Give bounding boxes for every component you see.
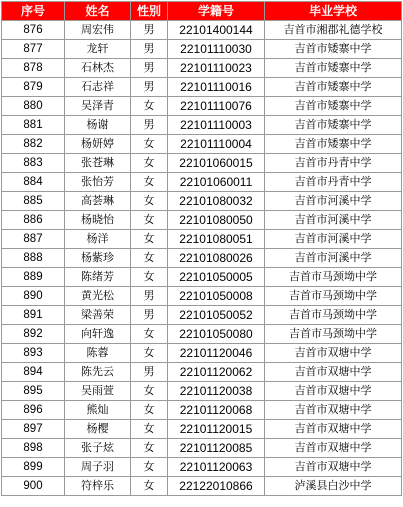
- cell-name: 杨妍婷: [65, 135, 131, 154]
- table-row: [2, 97, 402, 116]
- cell-gender: 男: [131, 116, 168, 135]
- cell-school: 吉首市马颈坳中学: [265, 287, 402, 306]
- cell-school: 吉首市马颈坳中学: [265, 306, 402, 325]
- cell-gender: 男: [131, 59, 168, 78]
- cell-student-id: 22101050052: [168, 306, 265, 325]
- cell-student-id: 22101060011: [168, 173, 265, 192]
- cell-serial-number: 888: [2, 249, 65, 268]
- cell-name: 梁善荣: [65, 306, 131, 325]
- student-table: [1, 1, 402, 496]
- cell-student-id: 22101120063: [168, 458, 265, 477]
- table-row: [2, 40, 402, 59]
- cell-serial-number: 877: [2, 40, 65, 59]
- cell-gender: 女: [131, 230, 168, 249]
- cell-gender: 女: [131, 173, 168, 192]
- cell-serial-number: 882: [2, 135, 65, 154]
- cell-school: 吉首市双塘中学: [265, 363, 402, 382]
- table-row: [2, 116, 402, 135]
- table-row: [2, 192, 402, 211]
- cell-gender: 女: [131, 211, 168, 230]
- cell-serial-number: 896: [2, 401, 65, 420]
- cell-gender: 男: [131, 40, 168, 59]
- cell-name: 石志祥: [65, 78, 131, 97]
- cell-name: 陈绪芳: [65, 268, 131, 287]
- cell-school: 吉首市双塘中学: [265, 344, 402, 363]
- cell-serial-number: 887: [2, 230, 65, 249]
- table-row: [2, 78, 402, 97]
- header-student-id: 学籍号: [168, 2, 265, 21]
- cell-school: 吉首市河溪中学: [265, 211, 402, 230]
- cell-serial-number: 893: [2, 344, 65, 363]
- cell-gender: 女: [131, 344, 168, 363]
- cell-name: 杨谢: [65, 116, 131, 135]
- cell-school: 吉首市丹青中学: [265, 154, 402, 173]
- cell-gender: 男: [131, 78, 168, 97]
- cell-name: 黄光松: [65, 287, 131, 306]
- cell-name: 张子炫: [65, 439, 131, 458]
- cell-serial-number: 892: [2, 325, 65, 344]
- cell-student-id: 22101050080: [168, 325, 265, 344]
- table-row: [2, 287, 402, 306]
- cell-name: 杨樱: [65, 420, 131, 439]
- table-row: [2, 458, 402, 477]
- cell-school: 吉首市矮寨中学: [265, 116, 402, 135]
- cell-name: 向轩逸: [65, 325, 131, 344]
- cell-gender: 女: [131, 268, 168, 287]
- cell-name: 龙轩: [65, 40, 131, 59]
- header-name: 姓名: [65, 2, 131, 21]
- cell-name: 陈先云: [65, 363, 131, 382]
- cell-name: 张怡芳: [65, 173, 131, 192]
- cell-name: 熊灿: [65, 401, 131, 420]
- cell-gender: 女: [131, 154, 168, 173]
- cell-serial-number: 890: [2, 287, 65, 306]
- cell-student-id: 22101110023: [168, 59, 265, 78]
- cell-school: 吉首市马颈坳中学: [265, 325, 402, 344]
- table-row: [2, 230, 402, 249]
- cell-school: 吉首市河溪中学: [265, 249, 402, 268]
- cell-name: 符梓乐: [65, 477, 131, 496]
- cell-student-id: 22101080026: [168, 249, 265, 268]
- cell-serial-number: 899: [2, 458, 65, 477]
- cell-name: 吴泽青: [65, 97, 131, 116]
- cell-student-id: 22101110016: [168, 78, 265, 97]
- cell-gender: 男: [131, 287, 168, 306]
- cell-name: 高荟琳: [65, 192, 131, 211]
- table-row: [2, 211, 402, 230]
- cell-serial-number: 897: [2, 420, 65, 439]
- table-row: [2, 268, 402, 287]
- table-row: [2, 401, 402, 420]
- cell-student-id: 22101060015: [168, 154, 265, 173]
- table-row: [2, 306, 402, 325]
- cell-serial-number: 878: [2, 59, 65, 78]
- cell-school: 吉首市矮寨中学: [265, 97, 402, 116]
- cell-student-id: 22101110030: [168, 40, 265, 59]
- cell-school: 泸溪县白沙中学: [265, 477, 402, 496]
- cell-gender: 女: [131, 458, 168, 477]
- header-gender: 性别: [131, 2, 168, 21]
- cell-gender: 男: [131, 21, 168, 40]
- cell-serial-number: 881: [2, 116, 65, 135]
- cell-school: 吉首市双塘中学: [265, 382, 402, 401]
- cell-name: 石林杰: [65, 59, 131, 78]
- cell-gender: 男: [131, 363, 168, 382]
- cell-serial-number: 885: [2, 192, 65, 211]
- table-row: [2, 382, 402, 401]
- cell-gender: 男: [131, 306, 168, 325]
- cell-gender: 女: [131, 97, 168, 116]
- cell-student-id: 22101110004: [168, 135, 265, 154]
- cell-student-id: 22101120038: [168, 382, 265, 401]
- cell-gender: 女: [131, 420, 168, 439]
- cell-school: 吉首市双塘中学: [265, 420, 402, 439]
- table-row: [2, 439, 402, 458]
- cell-school: 吉首市马颈坳中学: [265, 268, 402, 287]
- table-row: [2, 249, 402, 268]
- cell-name: 周宏伟: [65, 21, 131, 40]
- cell-student-id: 22101400144: [168, 21, 265, 40]
- cell-serial-number: 879: [2, 78, 65, 97]
- cell-serial-number: 889: [2, 268, 65, 287]
- table-row: [2, 154, 402, 173]
- cell-name: 吴雨萱: [65, 382, 131, 401]
- cell-school: 吉首市双塘中学: [265, 439, 402, 458]
- cell-school: 吉首市河溪中学: [265, 230, 402, 249]
- cell-school: 吉首市矮寨中学: [265, 78, 402, 97]
- cell-name: 杨紫珍: [65, 249, 131, 268]
- cell-student-id: 22101080032: [168, 192, 265, 211]
- table-row: [2, 344, 402, 363]
- cell-gender: 女: [131, 249, 168, 268]
- table-row: [2, 363, 402, 382]
- cell-name: 杨洋: [65, 230, 131, 249]
- cell-student-id: 22101050005: [168, 268, 265, 287]
- cell-name: 陈蓉: [65, 344, 131, 363]
- table-row: [2, 173, 402, 192]
- header-row: [2, 2, 402, 21]
- cell-serial-number: 894: [2, 363, 65, 382]
- cell-serial-number: 891: [2, 306, 65, 325]
- cell-gender: 女: [131, 325, 168, 344]
- table-body: [2, 21, 402, 496]
- cell-school: 吉首市矮寨中学: [265, 59, 402, 78]
- cell-school: 吉首市矮寨中学: [265, 40, 402, 59]
- cell-serial-number: 883: [2, 154, 65, 173]
- cell-student-id: 22122010866: [168, 477, 265, 496]
- cell-student-id: 22101110076: [168, 97, 265, 116]
- cell-name: 张苍琳: [65, 154, 131, 173]
- header-serial-number: 序号: [2, 2, 65, 21]
- cell-school: 吉首市双塘中学: [265, 401, 402, 420]
- cell-serial-number: 886: [2, 211, 65, 230]
- cell-serial-number: 900: [2, 477, 65, 496]
- cell-gender: 女: [131, 439, 168, 458]
- cell-student-id: 22101120085: [168, 439, 265, 458]
- cell-school: 吉首市双塘中学: [265, 458, 402, 477]
- table-row: [2, 325, 402, 344]
- cell-student-id: 22101120068: [168, 401, 265, 420]
- table-row: [2, 59, 402, 78]
- cell-student-id: 22101120015: [168, 420, 265, 439]
- table-row: [2, 477, 402, 496]
- cell-serial-number: 876: [2, 21, 65, 40]
- cell-school: 吉首市矮寨中学: [265, 135, 402, 154]
- cell-student-id: 22101110003: [168, 116, 265, 135]
- table-row: [2, 420, 402, 439]
- cell-school: 吉首市河溪中学: [265, 192, 402, 211]
- cell-student-id: 22101080050: [168, 211, 265, 230]
- cell-gender: 女: [131, 192, 168, 211]
- cell-student-id: 22101120046: [168, 344, 265, 363]
- table-row: [2, 135, 402, 154]
- header-graduation-school: 毕业学校: [265, 2, 402, 21]
- cell-serial-number: 898: [2, 439, 65, 458]
- cell-gender: 女: [131, 477, 168, 496]
- cell-school: 吉首市湘郡礼德学校: [265, 21, 402, 40]
- cell-school: 吉首市丹青中学: [265, 173, 402, 192]
- cell-name: 杨晓怡: [65, 211, 131, 230]
- cell-gender: 女: [131, 382, 168, 401]
- cell-student-id: 22101050008: [168, 287, 265, 306]
- cell-serial-number: 895: [2, 382, 65, 401]
- cell-student-id: 22101080051: [168, 230, 265, 249]
- table-row: [2, 21, 402, 40]
- cell-student-id: 22101120062: [168, 363, 265, 382]
- cell-gender: 女: [131, 135, 168, 154]
- cell-gender: 女: [131, 401, 168, 420]
- cell-serial-number: 880: [2, 97, 65, 116]
- cell-serial-number: 884: [2, 173, 65, 192]
- cell-name: 周子羽: [65, 458, 131, 477]
